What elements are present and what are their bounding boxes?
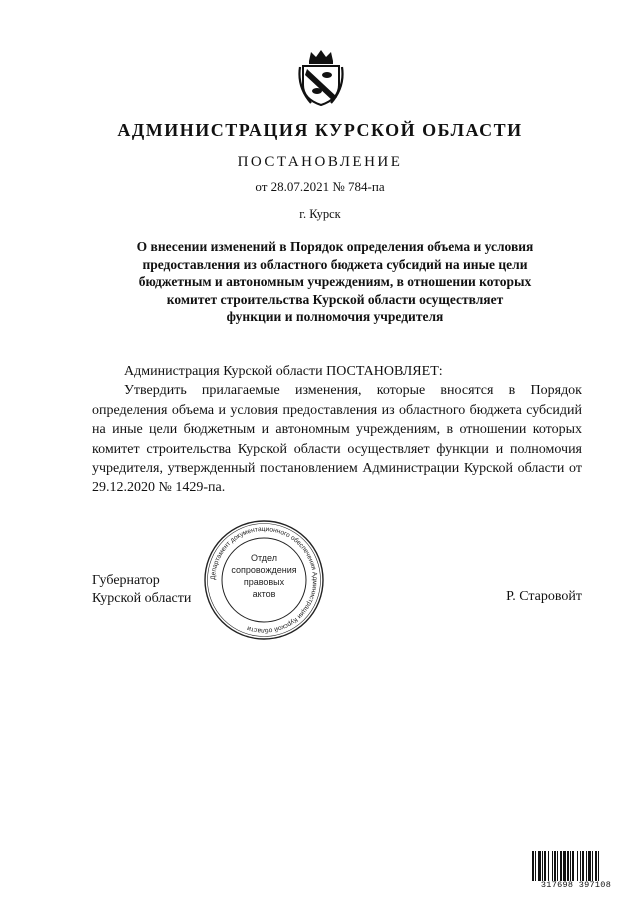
- document-city: г. Курск: [299, 207, 341, 221]
- stamp-line: актов: [252, 589, 276, 599]
- preamble: Администрация Курской области ПОСТАНОВЛЯЕТ:: [124, 364, 443, 379]
- stamp-line: Отдел: [250, 553, 278, 563]
- barcode-number: 317698 397108: [540, 880, 612, 890]
- title-line: бюджетным и автономным учреждениям, в отношении которых: [138, 274, 532, 289]
- organization-heading: АДМИНИСТРАЦИЯ КУРСКОЙ ОБЛАСТИ: [117, 120, 523, 140]
- barcode: [532, 851, 620, 881]
- document-body: [92, 362, 582, 498]
- main-paragraph: Утвердить прилагаемые изменения, которые вносятся в Порядок определения объема и условия предоставления из областного бюджета субсидий на иные цели бюджетным и автономным учреждениям, в отношении которых комитет строительства Курской области осуществляет функции и полномочия учредителя, утвержденный постановлением Администрации Курской области от 29.12.2020 № 1429-па.: [92, 383, 582, 496]
- title-line: функции и полномочия учредителя: [226, 309, 444, 324]
- position-line: Курской области: [92, 590, 192, 606]
- stamp-line: сопровождения: [231, 565, 297, 575]
- title-line: О внесении изменений в Порядок определения объема и условия: [136, 239, 534, 254]
- title-line: предоставления из областного бюджета субсидий на иные цели: [142, 256, 528, 272]
- document-type: ПОСТАНОВЛЕНИЕ: [237, 154, 403, 170]
- stamp-ring-text: Департамент документационного обеспечения Администрации Курской области: [209, 525, 319, 635]
- signatory-name: Р. Старовойт: [506, 589, 582, 604]
- position-line: Губернатор: [92, 573, 160, 588]
- document-title: [90, 238, 580, 326]
- official-stamp: [203, 519, 325, 641]
- stamp-line: правовых: [243, 577, 285, 587]
- title-line: комитет строительства Курской области осуществляет: [166, 291, 504, 307]
- signatory-position: [92, 572, 191, 607]
- document-date-number: от 28.07.2021 № 784-па: [255, 179, 385, 194]
- coat-of-arms-icon: [297, 47, 345, 107]
